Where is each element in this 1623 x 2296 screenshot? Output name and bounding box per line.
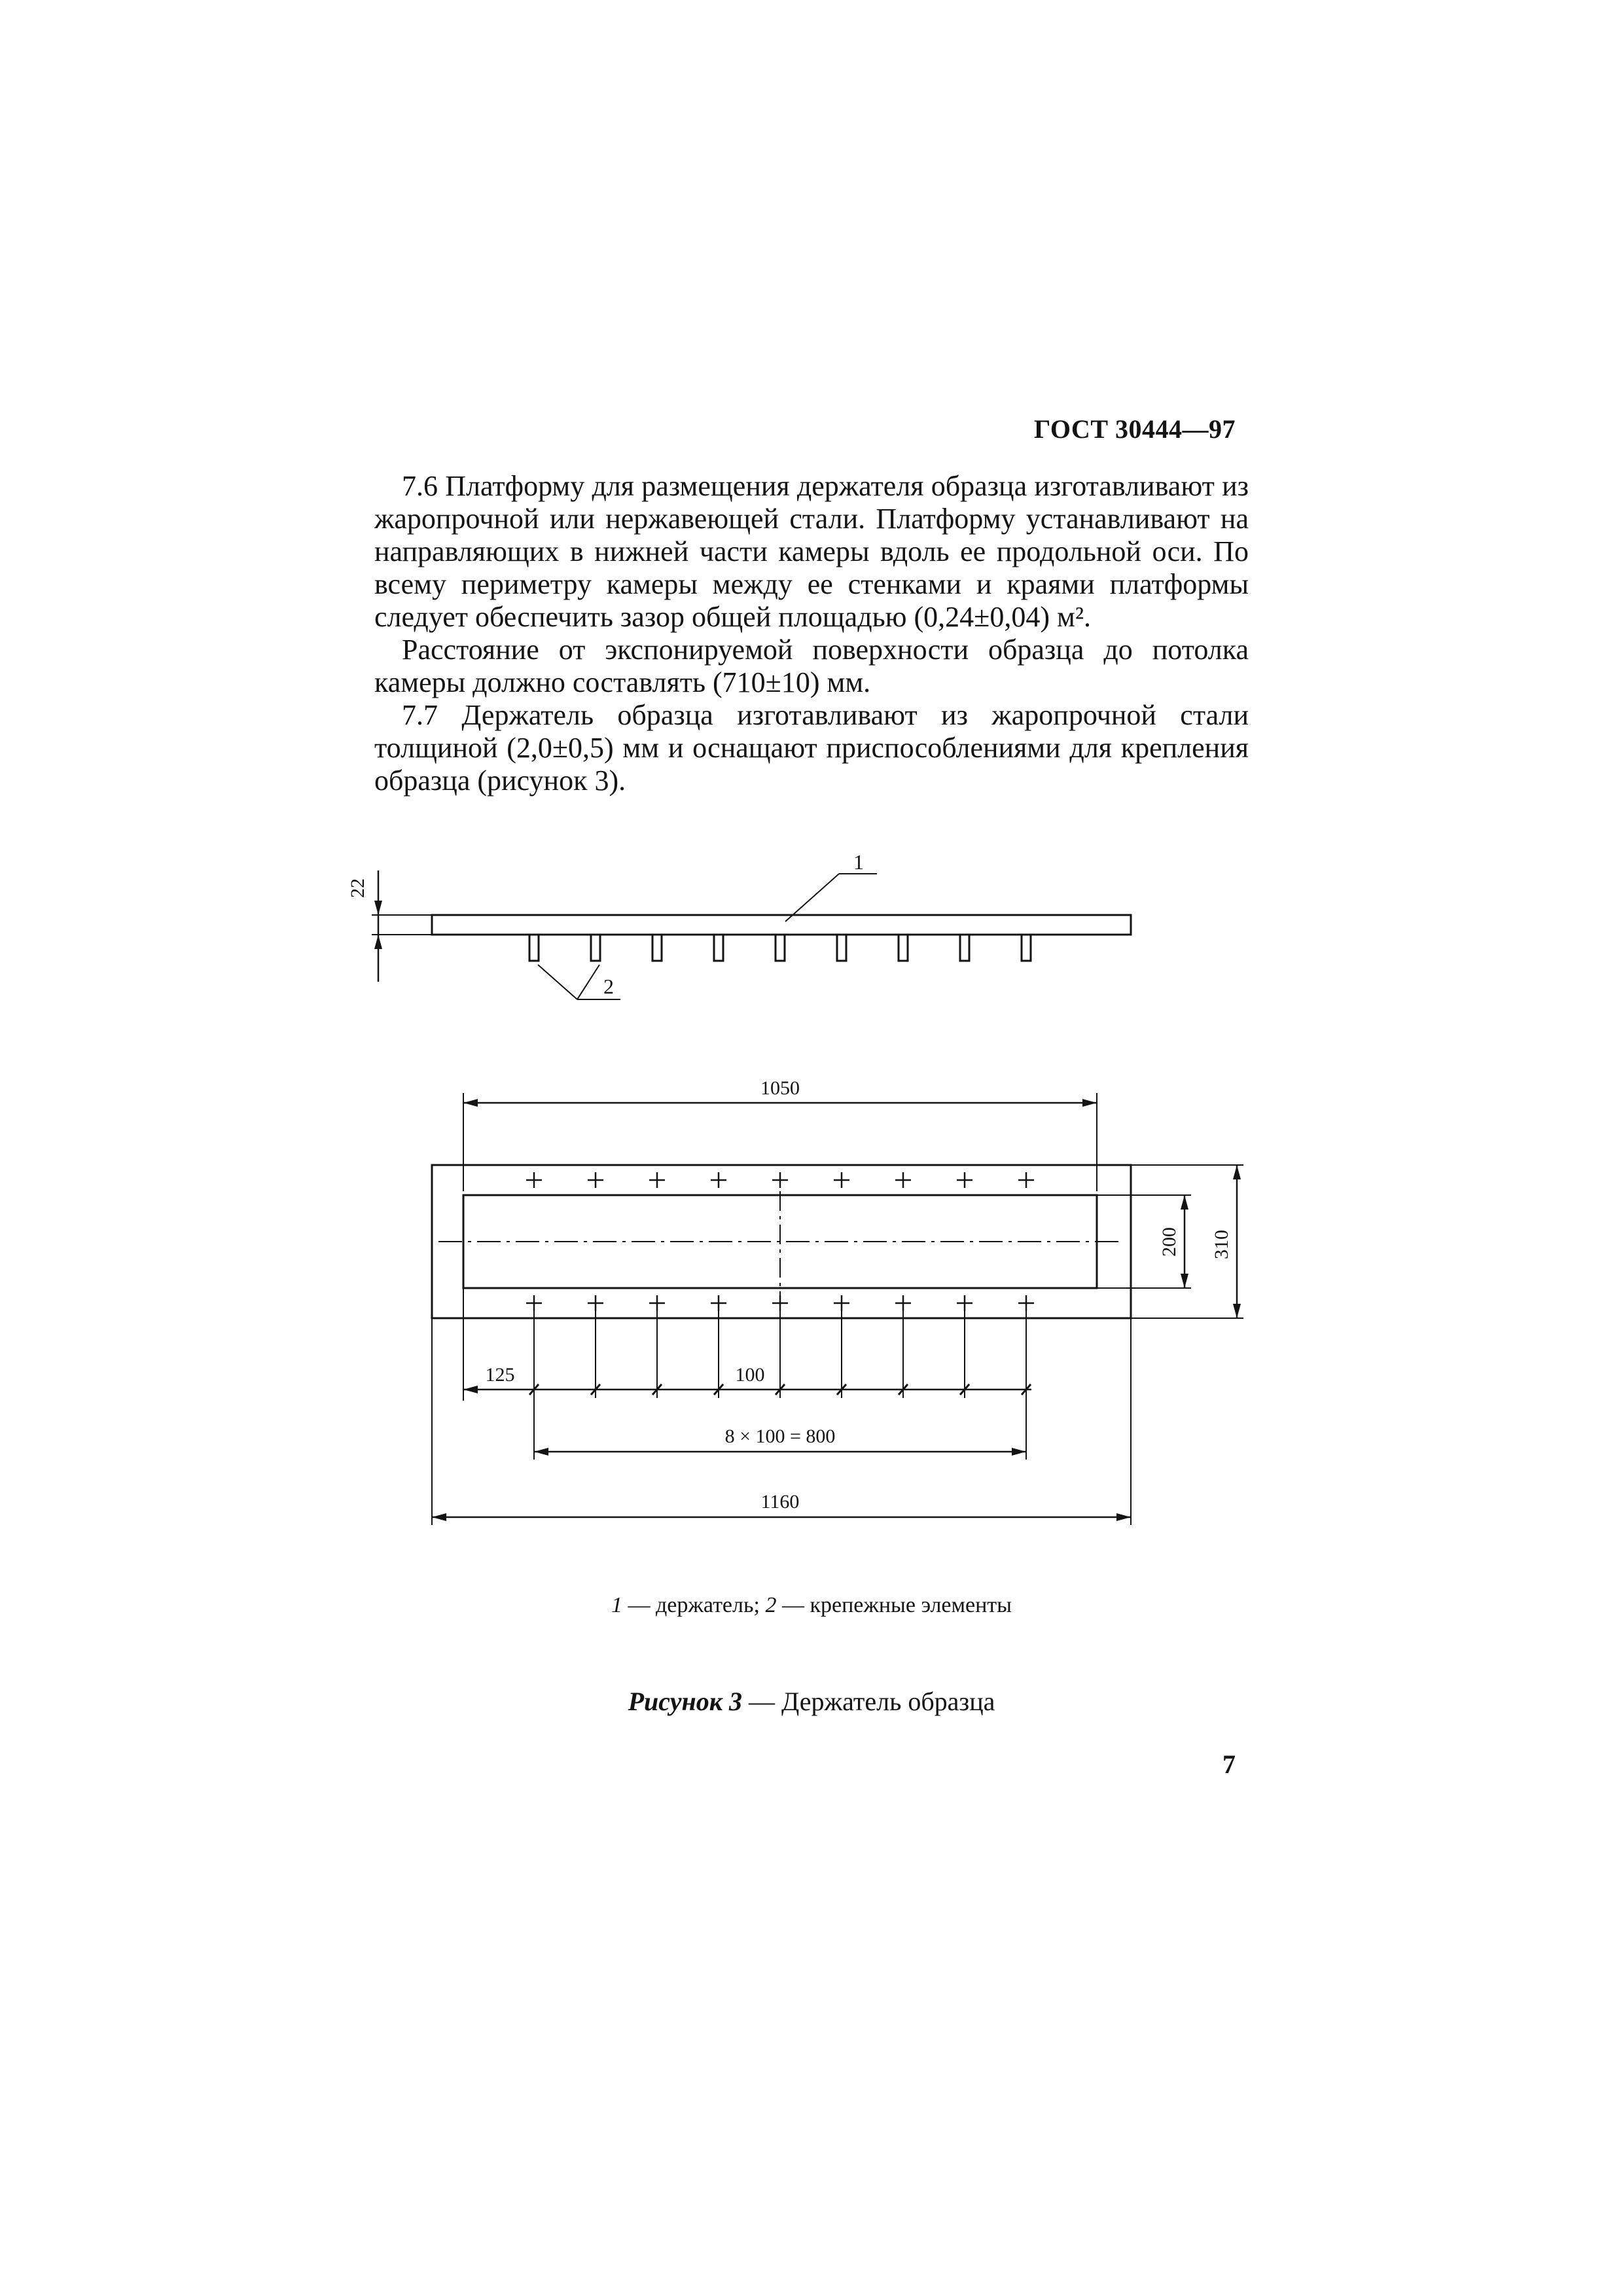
legend-text-1: — держатель; bbox=[622, 1593, 766, 1617]
callout-2-leader-b bbox=[577, 965, 599, 999]
thickness-arrow-top bbox=[374, 901, 382, 915]
document-header: ГОСТ 30444—97 bbox=[1033, 414, 1236, 444]
body-text bbox=[374, 470, 1249, 797]
fastener-row-side bbox=[529, 935, 1031, 961]
fastener-side-4 bbox=[714, 935, 723, 961]
inner-width-arrow-bottom bbox=[1181, 1274, 1188, 1288]
legend-num-1: 1 bbox=[611, 1593, 622, 1617]
outer-length-arrow-right bbox=[1116, 1513, 1131, 1521]
plan-view bbox=[432, 1077, 1243, 1525]
caption-label: Рисунок 3 bbox=[628, 1687, 742, 1716]
fastener-mark-top-7 bbox=[895, 1172, 911, 1188]
fastener-side-9 bbox=[1022, 935, 1031, 961]
thickness-dim-label: 22 bbox=[347, 878, 368, 898]
fastener-side-3 bbox=[652, 935, 662, 961]
outer-length-arrow-left bbox=[432, 1513, 446, 1521]
holder-plate-side bbox=[432, 915, 1131, 935]
paragraph-distance: Расстояние от экспонируемой поверхности образца до потолка камеры должно составлять (710±10) мм. bbox=[374, 634, 1249, 698]
fastener-mark-top-1 bbox=[526, 1172, 542, 1188]
outer-width-arrow-bottom bbox=[1233, 1304, 1241, 1318]
legend-num-2: 2 bbox=[765, 1593, 777, 1617]
fastener-mark-top-9 bbox=[1018, 1172, 1034, 1188]
callout-1-label: 1 bbox=[853, 850, 864, 874]
paragraph-7-7: 7.7 Держатель образца изготавливают из жаропрочной стали толщиной (2,0±0,5) мм и оснащают приспособлениями для крепления образца (рисунок 3). bbox=[374, 699, 1249, 797]
fastener-side-7 bbox=[899, 935, 908, 961]
series-arrow-left bbox=[534, 1448, 548, 1456]
fastener-mark-top-4 bbox=[711, 1172, 726, 1188]
fastener-side-1 bbox=[529, 935, 539, 961]
fastener-mark-top-8 bbox=[957, 1172, 972, 1188]
fastener-side-2 bbox=[591, 935, 600, 961]
fastener-mark-top-3 bbox=[649, 1172, 665, 1188]
figure-caption bbox=[0, 1686, 1623, 1717]
inner-width-label: 200 bbox=[1158, 1227, 1180, 1257]
fastener-mark-top-6 bbox=[834, 1172, 849, 1188]
outer-width-label: 310 bbox=[1211, 1230, 1232, 1259]
series-label: 8 × 100 = 800 bbox=[724, 1426, 836, 1447]
holder-drawing bbox=[340, 838, 1296, 1545]
callout-2-leader-a bbox=[538, 965, 577, 999]
inner-width-arrow-top bbox=[1181, 1195, 1188, 1210]
figure-legend bbox=[0, 1593, 1623, 1618]
inner-length-label: 1050 bbox=[760, 1077, 800, 1099]
offset-arrow-left bbox=[463, 1386, 478, 1393]
fastener-side-8 bbox=[960, 935, 969, 961]
side-view bbox=[347, 850, 1131, 999]
thickness-arrow-bottom bbox=[374, 935, 382, 949]
inner-length-arrow-right bbox=[1082, 1099, 1097, 1107]
offset-label: 125 bbox=[485, 1364, 515, 1386]
page-number: 7 bbox=[1222, 1749, 1236, 1779]
inner-length-arrow-left bbox=[463, 1099, 478, 1107]
pitch-label: 100 bbox=[735, 1364, 765, 1386]
fastener-side-5 bbox=[776, 935, 785, 961]
callout-2-label: 2 bbox=[603, 975, 614, 998]
fastener-side-6 bbox=[837, 935, 846, 961]
outer-width-arrow-top bbox=[1233, 1165, 1241, 1179]
caption-text: — Держатель образца bbox=[742, 1687, 995, 1716]
outer-length-label: 1160 bbox=[760, 1491, 800, 1513]
figure-3-sample-holder bbox=[340, 838, 1296, 1548]
fastener-mark-top-5 bbox=[772, 1172, 788, 1188]
legend-text-2: — крепежные элементы bbox=[776, 1593, 1012, 1617]
fastener-mark-top-2 bbox=[588, 1172, 603, 1188]
series-arrow-right bbox=[1012, 1448, 1026, 1456]
paragraph-7-6: 7.6 Платформу для размещения держателя образца изготавливают из жаропрочной или нержавеющей стали. Платформу устанавливают на направляющих в нижней части камеры вдоль ее продольной оси. По всему периметру камеры между ее стенками и краями платформы следует обеспечить зазор общей площадью (0,24±0,04) м². bbox=[374, 470, 1249, 633]
